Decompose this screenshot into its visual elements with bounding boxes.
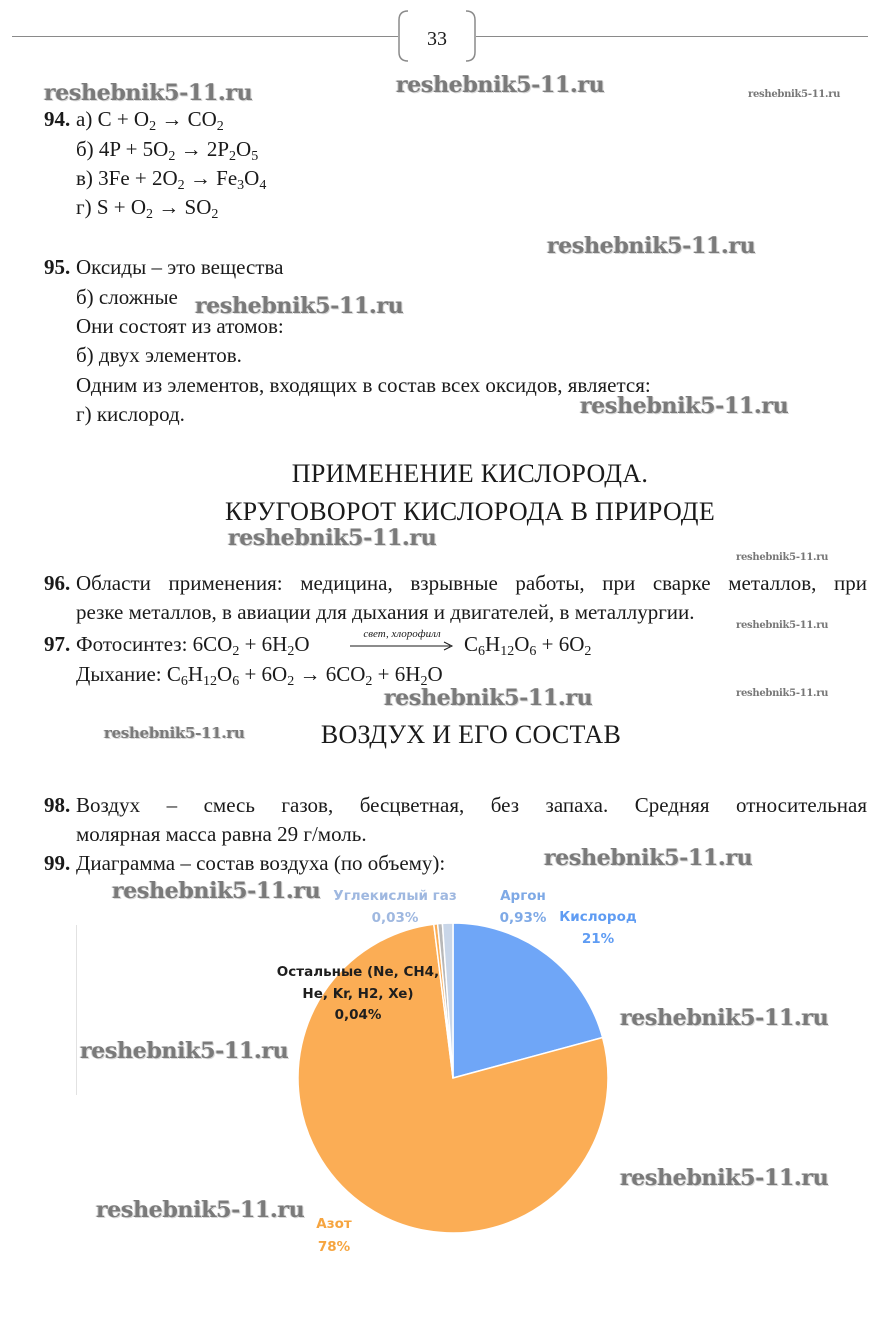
watermark: reshebnik5-11.ru bbox=[112, 878, 321, 904]
respiration-equation: Дыхание: $C_6H_{12}O_6 + 6O_2 \to 6CO_2 + 6H_2O$ bbox=[76, 662, 443, 689]
watermark: reshebnik5-11.ru bbox=[748, 89, 841, 100]
watermark: reshebnik5-11.ru bbox=[620, 1005, 829, 1031]
section-title: ПРИМЕНЕНИЕ КИСЛОРОДА. bbox=[291, 459, 649, 488]
watermark: reshebnik5-11.ru bbox=[736, 552, 829, 563]
answer-line: Они состоят из атомов: bbox=[76, 314, 284, 338]
watermark: reshebnik5-11.ru bbox=[228, 525, 437, 551]
exercise-number: 96. bbox=[44, 571, 71, 595]
answer-line: Диаграмма – состав воздуха (по объему): bbox=[76, 851, 446, 875]
answer-line: б) сложные bbox=[76, 285, 178, 309]
photosynthesis-left: Фотосинтез: $6CO_2 + 6H_2O$ bbox=[76, 632, 310, 659]
answer-line: Одним из элементов, входящих в состав всех оксидов, является: bbox=[76, 373, 651, 397]
slice-label-co2: Углекислый газ bbox=[333, 888, 457, 904]
equation-a: а) $C + O_2 \to CO_2$ bbox=[76, 107, 224, 134]
slice-label-others: Остальные (Ne, CH4, bbox=[276, 964, 440, 980]
equation-c: в) $3Fe + 2O_2 \to Fe_3O_4$ bbox=[76, 166, 267, 193]
slice-label-others: He, Kr, H2, Xe) bbox=[302, 986, 414, 1002]
watermark: reshebnik5-11.ru bbox=[620, 1165, 829, 1191]
watermark: reshebnik5-11.ru bbox=[736, 688, 829, 699]
answer-line: г) кислород. bbox=[76, 402, 185, 426]
photosynthesis-right: $C_6H_{12}O_6 + 6O_2$ bbox=[464, 632, 592, 659]
answer-line: Воздух – смесь газов, бесцветная, без запаха. Средняя относительная bbox=[76, 793, 867, 817]
equation-b: б) $4P + 5O_2 \to 2P_2O_5$ bbox=[76, 137, 259, 164]
watermark: reshebnik5-11.ru bbox=[195, 293, 404, 319]
watermark: reshebnik5-11.ru bbox=[736, 620, 829, 631]
watermark: reshebnik5-11.ru bbox=[396, 72, 605, 98]
slice-label-argon: Аргон bbox=[500, 888, 546, 904]
watermark: reshebnik5-11.ru bbox=[547, 233, 756, 259]
answer-line: молярная масса равна 29 г/моль. bbox=[76, 822, 367, 846]
watermark: reshebnik5-11.ru bbox=[96, 1197, 305, 1223]
exercise-number: 97. bbox=[44, 632, 71, 656]
watermark: reshebnik5-11.ru bbox=[80, 1038, 289, 1064]
watermark: reshebnik5-11.ru bbox=[104, 724, 245, 742]
equation-d: г) $S + O_2 \to SO_2$ bbox=[76, 195, 219, 222]
slice-value-oxygen: 21% bbox=[581, 931, 615, 947]
answer-line: Области применения: медицина, взрывные работы, при сварке металлов, при bbox=[76, 571, 867, 595]
exercise-number: 99. bbox=[44, 851, 71, 875]
watermark: reshebnik5-11.ru bbox=[544, 845, 753, 871]
watermark: reshebnik5-11.ru bbox=[580, 393, 789, 419]
reaction-arrow: свет, хлорофилл bbox=[350, 628, 454, 652]
slice-value-others: 0,04% bbox=[334, 1007, 382, 1023]
slice-label-nitrogen: Азот bbox=[316, 1216, 352, 1232]
section-title: ВОЗДУХ И ЕГО СОСТАВ bbox=[320, 720, 622, 749]
answer-line: резке металлов, в авиации для дыхания и двигателей, в металлургии. bbox=[76, 600, 695, 624]
slice-value-argon: 0,93% bbox=[499, 910, 547, 926]
page-number: 33 bbox=[427, 28, 447, 50]
watermark: reshebnik5-11.ru bbox=[384, 685, 593, 711]
answer-line: Оксиды – это вещества bbox=[76, 255, 284, 279]
exercise-number: 94. bbox=[44, 107, 71, 131]
slice-value-nitrogen: 78% bbox=[317, 1239, 351, 1255]
exercise-number: 98. bbox=[44, 793, 71, 817]
exercise-number: 95. bbox=[44, 255, 71, 279]
watermark: reshebnik5-11.ru bbox=[44, 80, 253, 106]
answer-line: б) двух элементов. bbox=[76, 343, 242, 367]
section-title: КРУГОВОРОТ КИСЛОРОДА В ПРИРОДЕ bbox=[225, 497, 715, 526]
slice-label-oxygen: Кислород bbox=[559, 909, 637, 925]
slice-value-co2: 0,03% bbox=[371, 910, 419, 926]
